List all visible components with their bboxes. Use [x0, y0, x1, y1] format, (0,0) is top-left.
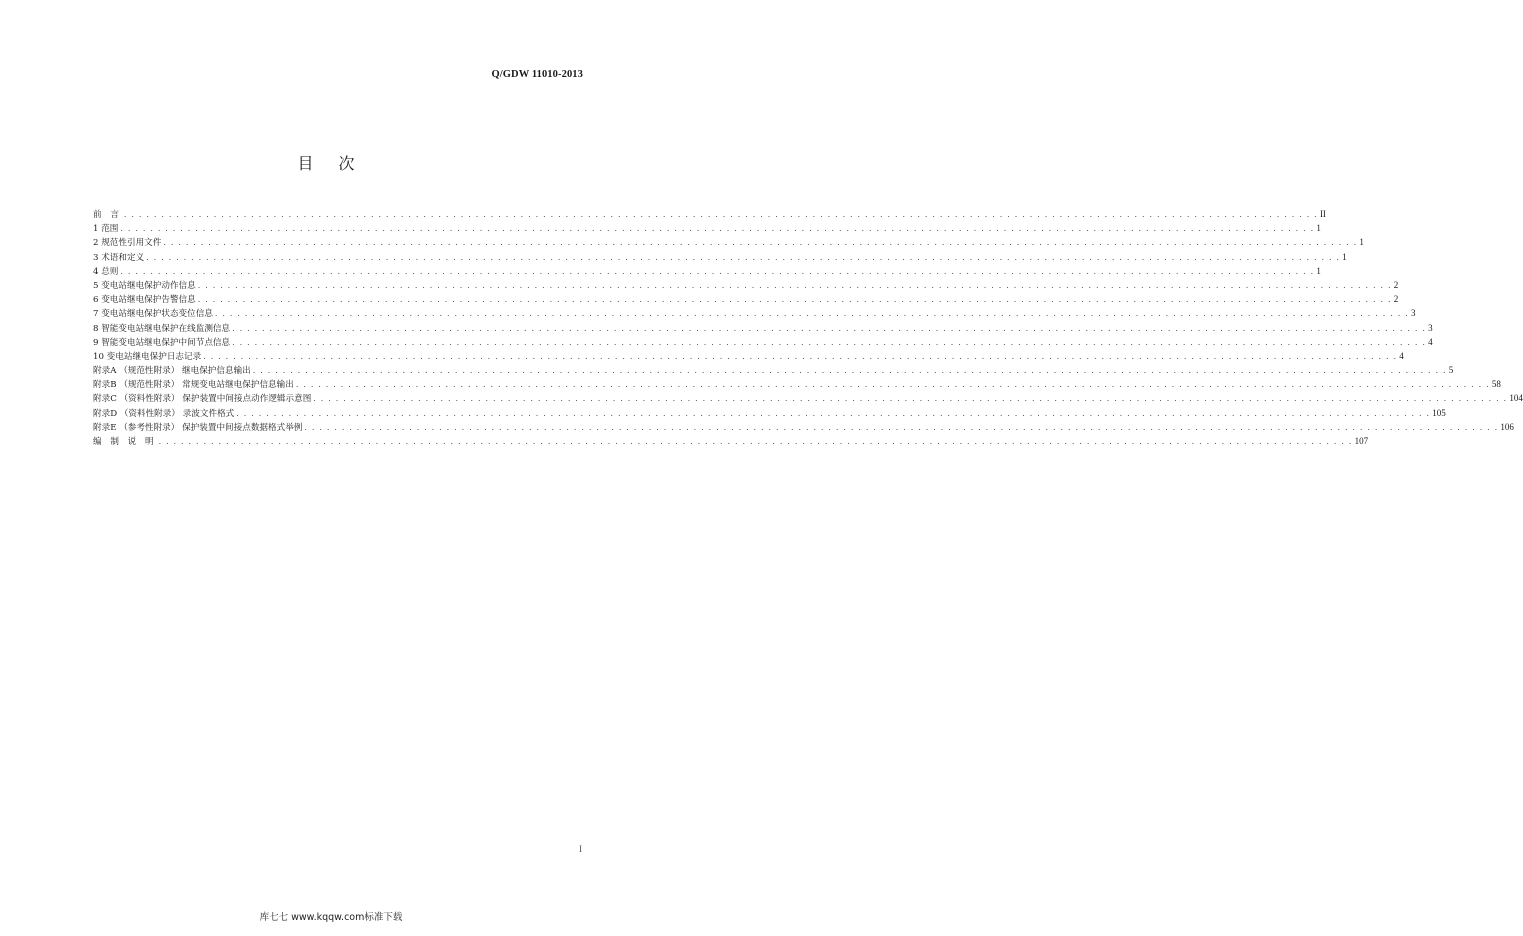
- toc-entry[interactable]: [93, 207, 1326, 221]
- toc-dot-leader: . . . . . . . . . . . . . . . . . . . . . . . . . . . . . . . . . . . . . . . . . . . . . . . . . . . . . . . . . . . . . . . . . . . . . . . . . . . . . . . . . . . . . . . . . . . . . . . . . . . . . . . . . . . . . . . . . . . . . . . . . . . . . . . . . . . . . . . . . . . . . . . . . . . . . . . . . . . . . . . .: [203, 351, 1398, 361]
- toc-entry-page: 2: [1393, 294, 1399, 305]
- toc-entry-page: 58: [1491, 379, 1501, 390]
- footer-watermark: 库七七 www.kqqw.com标准下载: [259, 912, 403, 923]
- toc-entry-label: 附录C （资料性附录） 保护装置中间接点动作逻辑示意图: [93, 394, 312, 405]
- toc-dot-leader: . . . . . . . . . . . . . . . . . . . . . . . . . . . . . . . . . . . . . . . . . . . . . . . . . . . . . . . . . . . . . . . . . . . . . . . . . . . . . . . . . . . . . . . . . . . . . . . . . . . . . . . . . . . . . . . . . . . . . . . . . . . . . . . . . . . . . . . . . . . . . . . . . . . . . . . . . . . . . . . .: [313, 394, 1508, 404]
- toc-entry-label: 前 言: [93, 210, 122, 220]
- toc-dot-leader: . . . . . . . . . . . . . . . . . . . . . . . . . . . . . . . . . . . . . . . . . . . . . . . . . . . . . . . . . . . . . . . . . . . . . . . . . . . . . . . . . . . . . . . . . . . . . . . . . . . . . . . . . . . . . . . . . . . . . . . . . . . . . . . . . . . . . . . . . . . . . . . . . . . . . . . . . . . . . . . .: [232, 337, 1427, 347]
- toc-entry[interactable]: [93, 335, 1433, 349]
- toc-dot-leader: . . . . . . . . . . . . . . . . . . . . . . . . . . . . . . . . . . . . . . . . . . . . . . . . . . . . . . . . . . . . . . . . . . . . . . . . . . . . . . . . . . . . . . . . . . . . . . . . . . . . . . . . . . . . . . . . . . . . . . . . . . . . . . . . . . . . . . . . . . . . . . . . . . . . . . . . . . . . . . . .: [214, 309, 1409, 319]
- toc-entry-label: 7 变电站继电保护状态变位信息: [93, 309, 213, 320]
- toc-entry-label: 10 变电站继电保护日志记录: [93, 351, 202, 362]
- toc-dot-leader: . . . . . . . . . . . . . . . . . . . . . . . . . . . . . . . . . . . . . . . . . . . . . . . . . . . . . . . . . . . . . . . . . . . . . . . . . . . . . . . . . . . . . . . . . . . . . . . . . . . . . . . . . . . . . . . . . . . . . . . . . . . . . . . . . . . . . . . . . . . . . . . . . . . . . . . . . . . . . . . .: [232, 323, 1427, 333]
- toc-entry-label: 附录A （规范性附录） 继电保护信息输出: [93, 366, 251, 377]
- toc-dot-leader: . . . . . . . . . . . . . . . . . . . . . . . . . . . . . . . . . . . . . . . . . . . . . . . . . . . . . . . . . . . . . . . . . . . . . . . . . . . . . . . . . . . . . . . . . . . . . . . . . . . . . . . . . . . . . . . . . . . . . . . . . . . . . . . . . . . . . . . . . . . . . . . . . . . . . . . . . . . . . . . .: [197, 295, 1392, 305]
- toc-entry-label: 1 范围: [93, 224, 119, 235]
- toc-dot-leader: . . . . . . . . . . . . . . . . . . . . . . . . . . . . . . . . . . . . . . . . . . . . . . . . . . . . . . . . . . . . . . . . . . . . . . . . . . . . . . . . . . . . . . . . . . . . . . . . . . . . . . . . . . . . . . . . . . . . . . . . . . . . . . . . . . . . . . . . . . . . . . . . . . . . . . . . . . . . . . . .: [295, 380, 1490, 390]
- toc-dot-leader: . . . . . . . . . . . . . . . . . . . . . . . . . . . . . . . . . . . . . . . . . . . . . . . . . . . . . . . . . . . . . . . . . . . . . . . . . . . . . . . . . . . . . . . . . . . . . . . . . . . . . . . . . . . . . . . . . . . . . . . . . . . . . . . . . . . . . . . . . . . . . . . . . . . . . . . . . . . . . . . .: [304, 422, 1499, 432]
- toc-dot-leader: . . . . . . . . . . . . . . . . . . . . . . . . . . . . . . . . . . . . . . . . . . . . . . . . . . . . . . . . . . . . . . . . . . . . . . . . . . . . . . . . . . . . . . . . . . . . . . . . . . . . . . . . . . . . . . . . . . . . . . . . . . . . . . . . . . . . . . . . . . . . . . . . . . . . . . . . . . . . . . . .: [146, 252, 1341, 262]
- toc-entry[interactable]: [93, 264, 1321, 278]
- toc-entry-label: 2 规范性引用文件: [93, 238, 162, 249]
- toc-entry[interactable]: [93, 235, 1364, 249]
- toc-entry[interactable]: [93, 434, 1369, 448]
- toc-entry-page: 1: [1342, 251, 1347, 262]
- toc-dot-leader: . . . . . . . . . . . . . . . . . . . . . . . . . . . . . . . . . . . . . . . . . . . . . . . . . . . . . . . . . . . . . . . . . . . . . . . . . . . . . . . . . . . . . . . . . . . . . . . . . . . . . . . . . . . . . . . . . . . . . . . . . . . . . . . . . . . . . . . . . . . . . . . . . . . . . . . . . . . . . . . .: [197, 280, 1392, 290]
- toc-entry[interactable]: [93, 292, 1399, 306]
- toc-entry-page: 107: [1354, 436, 1369, 446]
- toc-entry[interactable]: [93, 406, 1446, 420]
- toc-dot-leader: . . . . . . . . . . . . . . . . . . . . . . . . . . . . . . . . . . . . . . . . . . . . . . . . . . . . . . . . . . . . . . . . . . . . . . . . . . . . . . . . . . . . . . . . . . . . . . . . . . . . . . . . . . . . . . . . . . . . . . . . . . . . . . . . . . . . . . . . . . . . . . . . . . . . . . . . . . . . . . . .: [252, 366, 1447, 376]
- toc-entry-page: 1: [1316, 223, 1321, 234]
- toc-entry[interactable]: [93, 278, 1399, 292]
- toc-entry-page: 1: [1359, 237, 1364, 248]
- toc-entry-label: 9 智能变电站继电保护中间节点信息: [93, 337, 231, 348]
- toc-dot-leader: . . . . . . . . . . . . . . . . . . . . . . . . . . . . . . . . . . . . . . . . . . . . . . . . . . . . . . . . . . . . . . . . . . . . . . . . . . . . . . . . . . . . . . . . . . . . . . . . . . . . . . . . . . . . . . . . . . . . . . . . . . . . . . . . . . . . . . . . . . . . . . . . . . . . . . . . . . . . . . . .: [123, 210, 1318, 219]
- toc-entry[interactable]: [93, 363, 1454, 377]
- toc-entry[interactable]: [93, 420, 1514, 434]
- toc-entry[interactable]: [93, 306, 1416, 320]
- toc-entry-label: 附录B （规范性附录） 常规变电站继电保护信息输出: [93, 380, 294, 391]
- toc-entry-label: 4 总则: [93, 266, 119, 277]
- document-code: Q/GDW 11010-2013: [491, 69, 583, 80]
- toc-entry-label: 附录E （参考性附录） 保护装置中间接点数据格式举例: [93, 422, 303, 433]
- toc-entry-page: 105: [1432, 407, 1446, 418]
- toc-entry-page: 3: [1428, 322, 1433, 333]
- toc-entry-label: 8 智能变电站继电保护在线监测信息: [93, 323, 231, 334]
- toc-entry[interactable]: [93, 321, 1433, 335]
- toc-title: 目 次: [297, 154, 365, 173]
- toc-dot-leader: . . . . . . . . . . . . . . . . . . . . . . . . . . . . . . . . . . . . . . . . . . . . . . . . . . . . . . . . . . . . . . . . . . . . . . . . . . . . . . . . . . . . . . . . . . . . . . . . . . . . . . . . . . . . . . . . . . . . . . . . . . . . . . . . . . . . . . . . . . . . . . . . . . . . . . . . . . . . . . . .: [120, 266, 1315, 276]
- toc-entry[interactable]: [93, 250, 1347, 264]
- toc-entry-page: 106: [1500, 421, 1514, 432]
- table-of-contents: [93, 207, 1523, 448]
- toc-entry-label: 5 变电站继电保护动作信息: [93, 280, 196, 291]
- toc-dot-leader: . . . . . . . . . . . . . . . . . . . . . . . . . . . . . . . . . . . . . . . . . . . . . . . . . . . . . . . . . . . . . . . . . . . . . . . . . . . . . . . . . . . . . . . . . . . . . . . . . . . . . . . . . . . . . . . . . . . . . . . . . . . . . . . . . . . . . . . . . . . . . . . . . . . . . . . . . . . . . . . .: [236, 408, 1431, 418]
- page-number: I: [579, 844, 582, 854]
- toc-entry-page: 104: [1509, 393, 1523, 404]
- toc-dot-leader: . . . . . . . . . . . . . . . . . . . . . . . . . . . . . . . . . . . . . . . . . . . . . . . . . . . . . . . . . . . . . . . . . . . . . . . . . . . . . . . . . . . . . . . . . . . . . . . . . . . . . . . . . . . . . . . . . . . . . . . . . . . . . . . . . . . . . . . . . . . . . . . . . . . . . . . . . . . . . . . .: [163, 238, 1358, 248]
- toc-entry-label: 附录D （资料性附录） 录波文件格式: [93, 408, 235, 419]
- toc-entry-page: 4: [1399, 350, 1404, 361]
- toc-entry[interactable]: [93, 221, 1321, 235]
- toc-entry-page: 3: [1410, 308, 1416, 319]
- toc-entry[interactable]: [93, 349, 1404, 363]
- toc-entry-page: II: [1319, 209, 1326, 219]
- toc-entry-label: 3 术语和定义: [93, 252, 145, 263]
- toc-entry-page: 5: [1448, 365, 1454, 376]
- toc-entry-page: 2: [1393, 279, 1399, 290]
- toc-entry[interactable]: [93, 391, 1523, 405]
- toc-entry-label: 6 变电站继电保护告警信息: [93, 295, 196, 306]
- toc-entry[interactable]: [93, 377, 1501, 391]
- toc-entry-label: 编 制 说 明: [93, 437, 157, 447]
- toc-entry-page: 4: [1428, 336, 1433, 347]
- toc-dot-leader: . . . . . . . . . . . . . . . . . . . . . . . . . . . . . . . . . . . . . . . . . . . . . . . . . . . . . . . . . . . . . . . . . . . . . . . . . . . . . . . . . . . . . . . . . . . . . . . . . . . . . . . . . . . . . . . . . . . . . . . . . . . . . . . . . . . . . . . . . . . . . . . . . . . . . . . . . . . . . . . .: [120, 224, 1315, 234]
- toc-dot-leader: . . . . . . . . . . . . . . . . . . . . . . . . . . . . . . . . . . . . . . . . . . . . . . . . . . . . . . . . . . . . . . . . . . . . . . . . . . . . . . . . . . . . . . . . . . . . . . . . . . . . . . . . . . . . . . . . . . . . . . . . . . . . . . . . . . . . . . . . . . . . . . . . . . . . . . . . . . . . . . . .: [158, 437, 1353, 446]
- toc-entry-page: 1: [1316, 265, 1321, 276]
